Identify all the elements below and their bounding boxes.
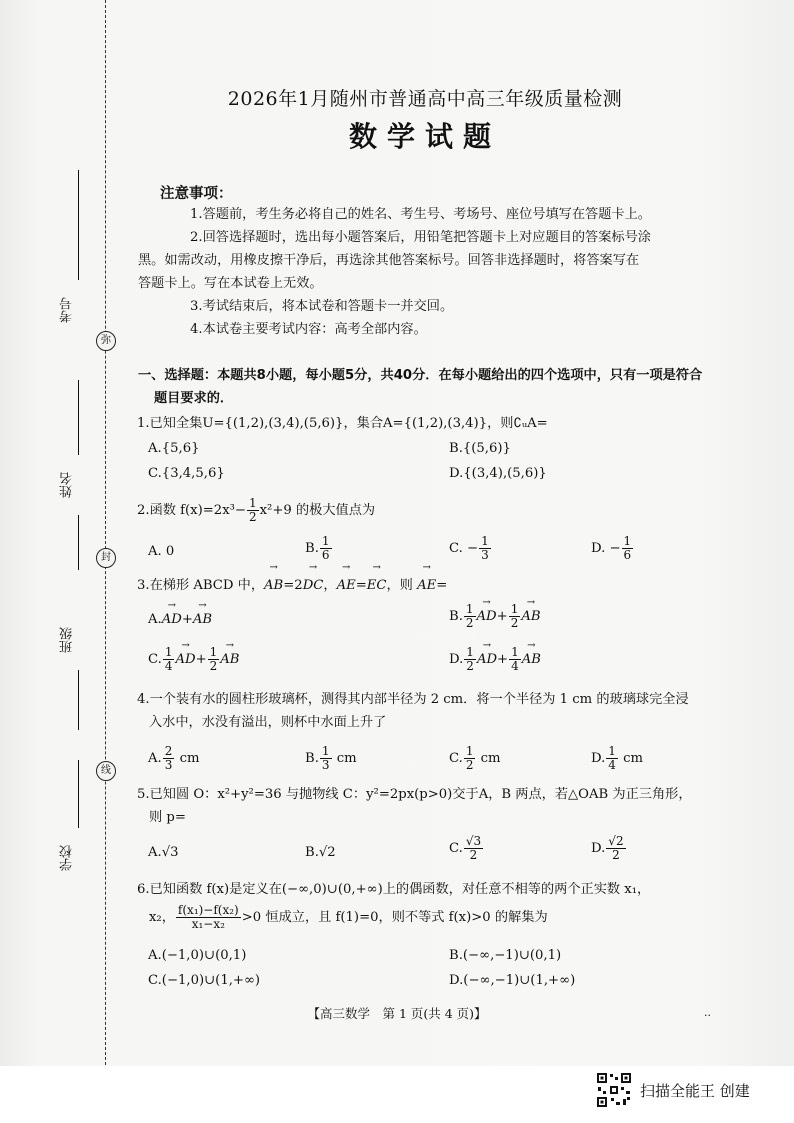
q2-d-num: 1 — [623, 534, 632, 548]
q2-d-prefix: D. − — [591, 541, 621, 556]
notice-item: 答题卡上。写在本试卷上无效。 — [138, 276, 323, 291]
question-5-line2: 则 p= — [149, 810, 186, 825]
field-line — [78, 515, 79, 570]
notice-item: 1.答题前，考生务必将自己的姓名、考生号、考场号、座位号填写在答题卡上。 — [190, 207, 651, 222]
q2-option-b — [305, 535, 333, 562]
q2-d-fraction — [622, 535, 634, 562]
q3-c-vec1: → AD — [175, 652, 195, 667]
q3-d-vec2: → AB — [522, 652, 541, 667]
q3-eq1: =2 — [283, 578, 303, 593]
q3-vector-ae: → AE — [337, 574, 356, 597]
q3-d-d2: 4 — [511, 659, 519, 673]
q3-c-d1: 4 — [164, 659, 173, 673]
q2-frac-num: 1 — [248, 496, 257, 510]
scanner-brand: 扫描全能王 创建 — [640, 1082, 750, 1100]
q3-b-frac2 — [509, 603, 521, 630]
q5-d-frac — [606, 835, 625, 862]
question-2-stem — [137, 497, 717, 524]
q3-vector-ae-target: → AE — [417, 574, 436, 597]
q5-option-a: A.√3 — [148, 845, 179, 860]
footer-dots: .. — [704, 1006, 711, 1019]
q3-b-d1: 2 — [465, 616, 474, 630]
q3-vector-ec: → EC — [367, 574, 387, 597]
q4-a-frac — [163, 745, 175, 772]
seal-xian: 线 — [96, 761, 116, 781]
q4-b-prefix: B. — [305, 751, 319, 766]
q3-b-prefix: B. — [449, 609, 463, 624]
q3-comma: ， — [323, 578, 337, 593]
q3-eq2: = — [355, 578, 367, 593]
q2-fraction — [247, 497, 259, 524]
q3-c-frac1 — [163, 646, 175, 673]
field-label: 姓名 — [60, 472, 75, 498]
q3-b-n2: 1 — [510, 602, 519, 616]
q3-d-n1: 1 — [466, 645, 474, 659]
q3-stem-prefix: 3.在梯形 ABCD 中， — [137, 578, 265, 593]
q3-c-d2: 2 — [209, 659, 218, 673]
q4-b-den: 3 — [321, 758, 330, 772]
page-footer: 【高三数学 第 1 页(共 4 页)】 — [307, 1006, 487, 1021]
q3-c-prefix: C. — [148, 652, 162, 667]
q4-c-frac — [464, 745, 476, 772]
q3-c-frac2 — [208, 646, 220, 673]
question-6-line1: 6.已知函数 f(x)是定义在(−∞,0)∪(0,+∞)上的偶函数，对任意不相等的两个正实数 x₁， — [137, 882, 651, 897]
q2-c-fraction — [479, 535, 491, 562]
q2-option-a: A. 0 — [148, 544, 175, 559]
q2-c-den: 3 — [481, 548, 489, 562]
q5-option-d — [591, 835, 627, 862]
qr-code-icon — [596, 1072, 632, 1108]
field-school — [58, 760, 80, 880]
field-label: 学校 — [60, 845, 75, 871]
q3-c-n2: 1 — [209, 645, 218, 659]
q5-c-frac — [464, 835, 483, 862]
q6-option-d: D.(−∞,−1)∪(1,+∞) — [449, 973, 576, 988]
q5-option-b: B.√2 — [305, 845, 336, 860]
q3-then: ，则 — [386, 578, 418, 593]
q3-d-plus: + — [497, 652, 509, 667]
question-3-stem — [137, 574, 717, 597]
q6-option-a: A.(−1,0)∪(0,1) — [148, 948, 247, 963]
notice-item: 黑。如需改动，用橡皮擦干净后，再选涂其他答案标号。回答非选择题时，将答案写在 — [138, 253, 640, 268]
q4-option-d — [591, 745, 643, 772]
q2-option-d — [591, 535, 634, 562]
q5-d-num: √2 — [608, 834, 624, 848]
q2-option-c — [449, 535, 492, 562]
q3-a-plus: + — [181, 612, 193, 627]
seal-mi: 弥 — [96, 331, 116, 351]
q3-b-frac1 — [464, 603, 476, 630]
q4-c-num: 1 — [465, 744, 474, 758]
field-line — [78, 170, 79, 280]
q2-b-fraction — [320, 535, 332, 562]
notice-item: 4.本试卷主要考试内容：高考全部内容。 — [190, 322, 427, 337]
q3-vector-dc: → DC — [303, 574, 324, 597]
field-line — [78, 380, 79, 455]
q1-option-d: D.{(3,4),(5,6)} — [449, 466, 547, 481]
q6-option-b: B.(−∞,−1)∪(0,1) — [449, 948, 562, 963]
field-label: 班级 — [60, 627, 75, 653]
q3-end: = — [436, 578, 448, 593]
q3-option-d — [449, 646, 541, 673]
field-name — [58, 380, 80, 570]
q4-a-den: 3 — [164, 758, 173, 772]
q5-c-num: √3 — [465, 834, 482, 848]
q3-d-vec1: → AD — [477, 652, 497, 667]
q1-option-b: B.{(5,6)} — [449, 441, 511, 456]
notice-item: 2.回答选择题时，选出每小题答案后，用铅笔把答题卡上对应题目的答案标号涂 — [190, 230, 651, 245]
q1-option-c: C.{3,4,5,6} — [148, 466, 225, 481]
q2-b-num: 1 — [321, 534, 330, 548]
q5-c-prefix: C. — [449, 841, 463, 856]
q3-a-vec1: → AD — [162, 612, 182, 627]
q2-c-num: 1 — [481, 534, 489, 548]
q6-frac-den: x₁−x₂ — [191, 917, 225, 931]
question-1-stem: 1.已知全集U={(1,2),(3,4),(5,6)}，集合A={(1,2),(3,4)}，则∁ᵤA= — [137, 416, 548, 431]
q6-frac — [176, 904, 241, 931]
field-line — [78, 670, 79, 730]
q3-d-frac2 — [509, 646, 521, 673]
q5-c-den: 2 — [469, 848, 478, 862]
q6-frac-num: f(x₁)−f(x₂) — [177, 903, 239, 917]
notice-heading: 注意事项： — [160, 186, 233, 202]
q4-b-num: 1 — [321, 744, 330, 758]
q4-d-frac — [606, 745, 618, 772]
exam-title: 2026年1月随州市普通高中高三年级质量检测 — [227, 88, 623, 110]
field-class — [58, 580, 80, 730]
seal-feng: 封 — [96, 548, 116, 568]
q2-c-prefix: C. − — [449, 541, 479, 556]
q2-stem-prefix: 2.函数 f(x)=2x³− — [137, 503, 246, 518]
q4-d-prefix: D. — [591, 751, 606, 766]
section-heading — [138, 364, 718, 410]
notice-item: 3.考试结束后，将本试卷和答题卡一并交回。 — [190, 299, 454, 314]
q3-d-prefix: D. — [449, 652, 464, 667]
q3-b-vec2: → AB — [521, 609, 540, 624]
q5-d-den: 2 — [612, 848, 620, 862]
q3-b-d2: 2 — [510, 616, 519, 630]
q4-option-b — [305, 745, 357, 772]
field-label: 考号 — [60, 297, 75, 323]
q4-b-frac — [320, 745, 332, 772]
q4-option-c — [449, 745, 501, 772]
q2-d-den: 6 — [623, 548, 632, 562]
question-4-line1: 4.一个装有水的圆柱形玻璃杯，测得其内部半径为 2 cm．将一个半径为 1 cm 的玻璃球完全浸 — [137, 692, 689, 707]
binding-dashed-line — [105, 0, 106, 1065]
section-heading-line2: 题目要求的． — [154, 391, 234, 406]
q3-c-vec2: → AB — [220, 652, 239, 667]
q4-c-prefix: C. — [449, 751, 463, 766]
q2-b-prefix: B. — [305, 541, 319, 556]
question-4-line2: 入水中，水没有溢出，则杯中水面上升了 — [149, 715, 387, 730]
q4-d-num: 1 — [608, 744, 616, 758]
q4-a-num: 2 — [164, 744, 173, 758]
question-6-line2 — [149, 904, 729, 931]
subject-title: 数学试题 — [348, 120, 501, 153]
q3-b-vec1: → AD — [477, 609, 497, 624]
q6-line2-prefix: x₂， — [149, 910, 175, 925]
q4-d-den: 4 — [608, 758, 616, 772]
q4-a-unit: cm — [179, 751, 200, 766]
q1-option-a: A.{5,6} — [148, 441, 200, 456]
q3-a-vec2: → AB — [193, 612, 212, 627]
q2-stem-suffix: x²+9 的极大值点为 — [259, 503, 376, 518]
q4-b-unit: cm — [336, 751, 357, 766]
q5-d-prefix: D. — [591, 841, 606, 856]
q3-option-c — [148, 646, 239, 673]
q2-b-den: 6 — [321, 548, 330, 562]
q3-d-n2: 1 — [511, 645, 519, 659]
q6-line2-suffix: >0 恒成立，且 f(1)=0，则不等式 f(x)>0 的解集为 — [241, 910, 548, 925]
q4-d-unit: cm — [623, 751, 644, 766]
q3-b-plus: + — [496, 609, 508, 624]
q3-vector-ab: → AB — [264, 574, 283, 597]
q3-b-n1: 1 — [465, 602, 474, 616]
q3-c-plus: + — [195, 652, 207, 667]
section-heading-line1: 一、选择题：本题共8小题，每小题5分，共40分．在每小题给出的四个选项中，只有一项是符合 — [138, 368, 703, 383]
q4-c-unit: cm — [480, 751, 501, 766]
q4-option-a — [148, 745, 199, 772]
q3-option-b — [449, 603, 541, 630]
q2-frac-den: 2 — [248, 510, 257, 524]
q3-a-prefix: A. — [148, 612, 162, 627]
q6-option-c: C.(−1,0)∪(1,+∞) — [148, 973, 261, 988]
q5-option-c — [449, 835, 484, 862]
q3-c-n1: 1 — [164, 645, 173, 659]
q3-d-d1: 2 — [466, 659, 474, 673]
question-5-line1: 5.已知圆 O：x²+y²=36 与抛物线 C：y²=2px(p>0)交于A，B 两点，若△OAB 为正三角形， — [137, 787, 692, 802]
field-exam-number — [58, 170, 80, 370]
q4-a-prefix: A. — [148, 751, 162, 766]
q4-c-den: 2 — [465, 758, 474, 772]
field-line — [78, 760, 79, 828]
q3-option-a — [148, 612, 212, 627]
q3-d-frac1 — [464, 646, 476, 673]
